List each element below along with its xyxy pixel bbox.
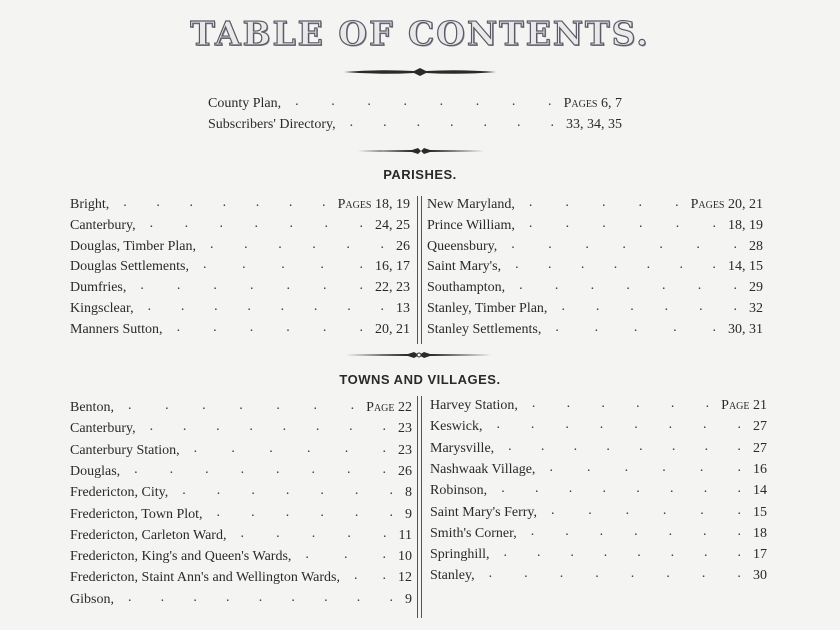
toc-entry-label: Subscribers' Directory, xyxy=(208,117,336,132)
toc-entry xyxy=(208,115,622,135)
toc-entry-label: Bright, xyxy=(70,197,110,212)
toc-entry-label: Keswick, xyxy=(430,419,483,435)
leader-dots: . . . . . . xyxy=(561,299,737,314)
title-ornament xyxy=(340,64,500,80)
toc-entry-pages: 11 xyxy=(398,527,412,543)
toc-entry-label: Southampton, xyxy=(427,280,506,296)
leader-dots: . . . . . xyxy=(555,319,716,335)
toc-entry xyxy=(427,278,763,298)
toc-entry-pages: 16 xyxy=(753,461,767,477)
toc-entry-label: Queensbury, xyxy=(427,238,498,254)
leader-dots: . . . . . xyxy=(203,257,363,273)
toc-entry xyxy=(430,396,767,416)
leader-dots: . . . . . . xyxy=(528,215,716,231)
toc-entry xyxy=(430,503,767,523)
toc-entry-pages: 23 xyxy=(398,421,412,437)
toc-entry-label: Douglas, xyxy=(70,463,121,479)
leader-dots: . . . . . . . xyxy=(349,115,554,130)
toc-entry-label: Harvey Station, xyxy=(430,398,518,413)
toc-entry xyxy=(70,398,412,418)
toc-entry-pages: 27 xyxy=(753,419,767,435)
leader-dots: . . . . . . . . xyxy=(295,94,552,109)
toc-entry-pages: 12 xyxy=(398,570,412,586)
toc-entry xyxy=(427,216,763,236)
toc-entry xyxy=(70,299,410,319)
toc-entry xyxy=(70,483,412,503)
leader-dots: . . . . . . . . xyxy=(508,438,741,454)
toc-entry xyxy=(70,526,412,546)
toc-entry xyxy=(430,460,767,480)
toc-entry-label: Fredericton, Staint Ann's and Wellington Wards, xyxy=(70,570,340,586)
toc-entry-pages: 27 xyxy=(753,440,767,456)
toc-entry-label: Dumfries, xyxy=(70,280,127,296)
leader-dots: . . . . . . . . xyxy=(488,566,741,582)
section-ornament-2 xyxy=(344,348,494,362)
toc-entry-pages: 9 xyxy=(405,591,412,607)
leader-dots: . . . . . . . . xyxy=(501,481,741,497)
toc-entry-pages: 26 xyxy=(396,238,410,254)
toc-entry xyxy=(70,320,410,340)
toc-entry-pages: 24, 25 xyxy=(375,217,410,233)
toc-entry-label: County Plan, xyxy=(208,96,282,111)
parishes-heading: PARISHES. xyxy=(383,167,457,182)
toc-entry-label: Saint Mary's Ferry, xyxy=(430,504,537,520)
toc-entry xyxy=(70,568,412,588)
toc-entry-pages: 33, 34, 35 xyxy=(566,117,622,132)
toc-entry xyxy=(70,237,410,257)
toc-entry-label: Douglas Settlements, xyxy=(70,259,189,275)
toc-entry-pages: 18 xyxy=(753,525,767,541)
toc-entry xyxy=(427,299,763,319)
toc-entry xyxy=(70,462,412,482)
leader-dots: . . . . . . . xyxy=(123,195,326,210)
toc-entry-pages: 18, 19 xyxy=(728,217,763,233)
leader-dots: . . . . . . . . . xyxy=(127,589,393,605)
leader-dots: . . . . . xyxy=(528,195,679,210)
toc-entry-label: Manners Sutton, xyxy=(70,321,163,337)
towns-heading: TOWNS AND VILLAGES. xyxy=(339,372,501,387)
toc-entry-pages: 17 xyxy=(753,547,767,563)
leader-dots: . . . . . . . . xyxy=(503,545,741,561)
toc-entry xyxy=(427,320,763,340)
leader-dots: . . . . . . . xyxy=(519,278,737,294)
toc-entry-label: Smith's Corner, xyxy=(430,525,517,541)
toc-entry xyxy=(430,481,767,501)
toc-entry-pages: 14 xyxy=(753,483,767,499)
toc-entry-label: Stanley, xyxy=(430,568,475,584)
toc-entry xyxy=(427,195,763,215)
leader-dots: . . . . . . . xyxy=(127,398,355,413)
leader-dots: . . . xyxy=(305,547,386,563)
toc-entry xyxy=(430,439,767,459)
toc-entry-pages: 14, 15 xyxy=(728,259,763,275)
toc-entry xyxy=(70,216,410,236)
toc-entry-label: Robinson, xyxy=(430,483,488,499)
toc-entry-pages: 20, 21 xyxy=(375,321,410,337)
leader-dots: . . . . . . xyxy=(193,440,386,456)
towns-column-divider xyxy=(417,396,418,618)
toc-entry-pages: 22, 23 xyxy=(375,280,410,296)
toc-entry-label: Canterbury, xyxy=(70,421,136,437)
toc-entry-label: Gibson, xyxy=(70,591,114,607)
toc-entry-pages: Pages 20, 21 xyxy=(690,197,763,212)
toc-entry-label: Prince William, xyxy=(427,217,515,233)
leader-dots: . . . . . xyxy=(240,525,387,541)
toc-entry-label: Fredericton, Carleton Ward, xyxy=(70,527,227,543)
toc-entry-pages: 30, 31 xyxy=(728,321,763,337)
leader-dots: . . . . . . . . xyxy=(147,299,384,314)
toc-entry-label: Stanley Settlements, xyxy=(427,321,542,337)
toc-entry-pages: Pages 18, 19 xyxy=(337,197,410,212)
leader-dots: . . . . . . . xyxy=(511,236,737,252)
leader-dots: . . . . . . xyxy=(216,504,393,520)
toc-entry-pages: Page 21 xyxy=(721,398,767,413)
leader-dots: . . . . . . xyxy=(531,396,710,411)
section-ornament xyxy=(356,144,486,158)
leader-dots: . . . . . . . . xyxy=(496,417,741,433)
toc-entry-label: Marysville, xyxy=(430,440,495,456)
toc-entry-label: Springhill, xyxy=(430,547,490,563)
leader-dots: . . . . . . xyxy=(210,236,384,252)
toc-entry-label: Canterbury Station, xyxy=(70,442,180,458)
toc-entry xyxy=(70,419,412,439)
leader-dots: . . . . . . xyxy=(549,459,741,475)
toc-entry-pages: 9 xyxy=(405,506,412,522)
parishes-column-divider xyxy=(417,196,418,344)
toc-entry-label: Fredericton, King's and Queen's Wards, xyxy=(70,549,292,565)
leader-dots: . . . . . . . xyxy=(140,278,363,294)
leader-dots: . . xyxy=(354,568,386,584)
leader-dots: . . . . . . . xyxy=(182,483,393,499)
toc-entry-label: New Maryland, xyxy=(427,197,515,212)
leader-dots: . . . . . . xyxy=(176,319,363,335)
toc-entry xyxy=(70,505,412,525)
page-title: TABLE OF CONTENTS. xyxy=(190,14,650,53)
toc-entry-pages: 28 xyxy=(749,238,763,254)
leader-dots: . . . . . . . . xyxy=(149,419,386,435)
toc-entry xyxy=(427,237,763,257)
toc-entry xyxy=(430,545,767,565)
toc-entry-pages: 10 xyxy=(398,549,412,565)
toc-entry-label: Stanley, Timber Plan, xyxy=(427,301,548,316)
leader-dots: . . . . . . . . xyxy=(134,461,386,477)
toc-entry xyxy=(430,417,767,437)
toc-entry-pages: 32 xyxy=(749,301,763,316)
towns-column-divider-2 xyxy=(421,396,422,618)
leader-dots: . . . . . . . xyxy=(149,215,363,231)
toc-entry-label: Saint Mary's, xyxy=(427,259,502,275)
toc-entry xyxy=(208,94,622,114)
toc-entry xyxy=(70,590,412,610)
toc-entry-label: Canterbury, xyxy=(70,217,136,233)
toc-entry-pages: 26 xyxy=(398,463,412,479)
toc-entry-pages: 16, 17 xyxy=(375,259,410,275)
toc-entry xyxy=(70,547,412,567)
toc-entry xyxy=(70,278,410,298)
leader-dots: . . . . . . xyxy=(551,502,741,518)
toc-entry-label: Douglas, Timber Plan, xyxy=(70,238,197,254)
parishes-column-divider-2 xyxy=(421,196,422,344)
toc-entry-label: Fredericton, City, xyxy=(70,485,169,501)
toc-entry xyxy=(430,566,767,586)
leader-dots: . . . . . . . xyxy=(515,257,716,273)
toc-entry-pages: 29 xyxy=(749,280,763,296)
toc-entry xyxy=(430,524,767,544)
toc-entry-pages: 23 xyxy=(398,442,412,458)
toc-entry xyxy=(427,257,763,277)
toc-entry-pages: 13 xyxy=(396,301,410,316)
toc-entry-label: Fredericton, Town Plot, xyxy=(70,506,203,522)
toc-entry-pages: 30 xyxy=(753,568,767,584)
toc-entry xyxy=(70,257,410,277)
toc-entry xyxy=(70,195,410,215)
toc-entry-pages: 15 xyxy=(753,504,767,520)
toc-entry-label: Nashwaak Village, xyxy=(430,461,536,477)
toc-entry-label: Kingsclear, xyxy=(70,301,134,316)
toc-entry-label: Benton, xyxy=(70,400,114,415)
toc-entry xyxy=(70,441,412,461)
leader-dots: . . . . . . . xyxy=(530,523,741,539)
toc-entry-pages: Page 22 xyxy=(366,400,412,415)
toc-entry-pages: Pages 6, 7 xyxy=(563,96,622,111)
toc-entry-pages: 8 xyxy=(405,485,412,501)
